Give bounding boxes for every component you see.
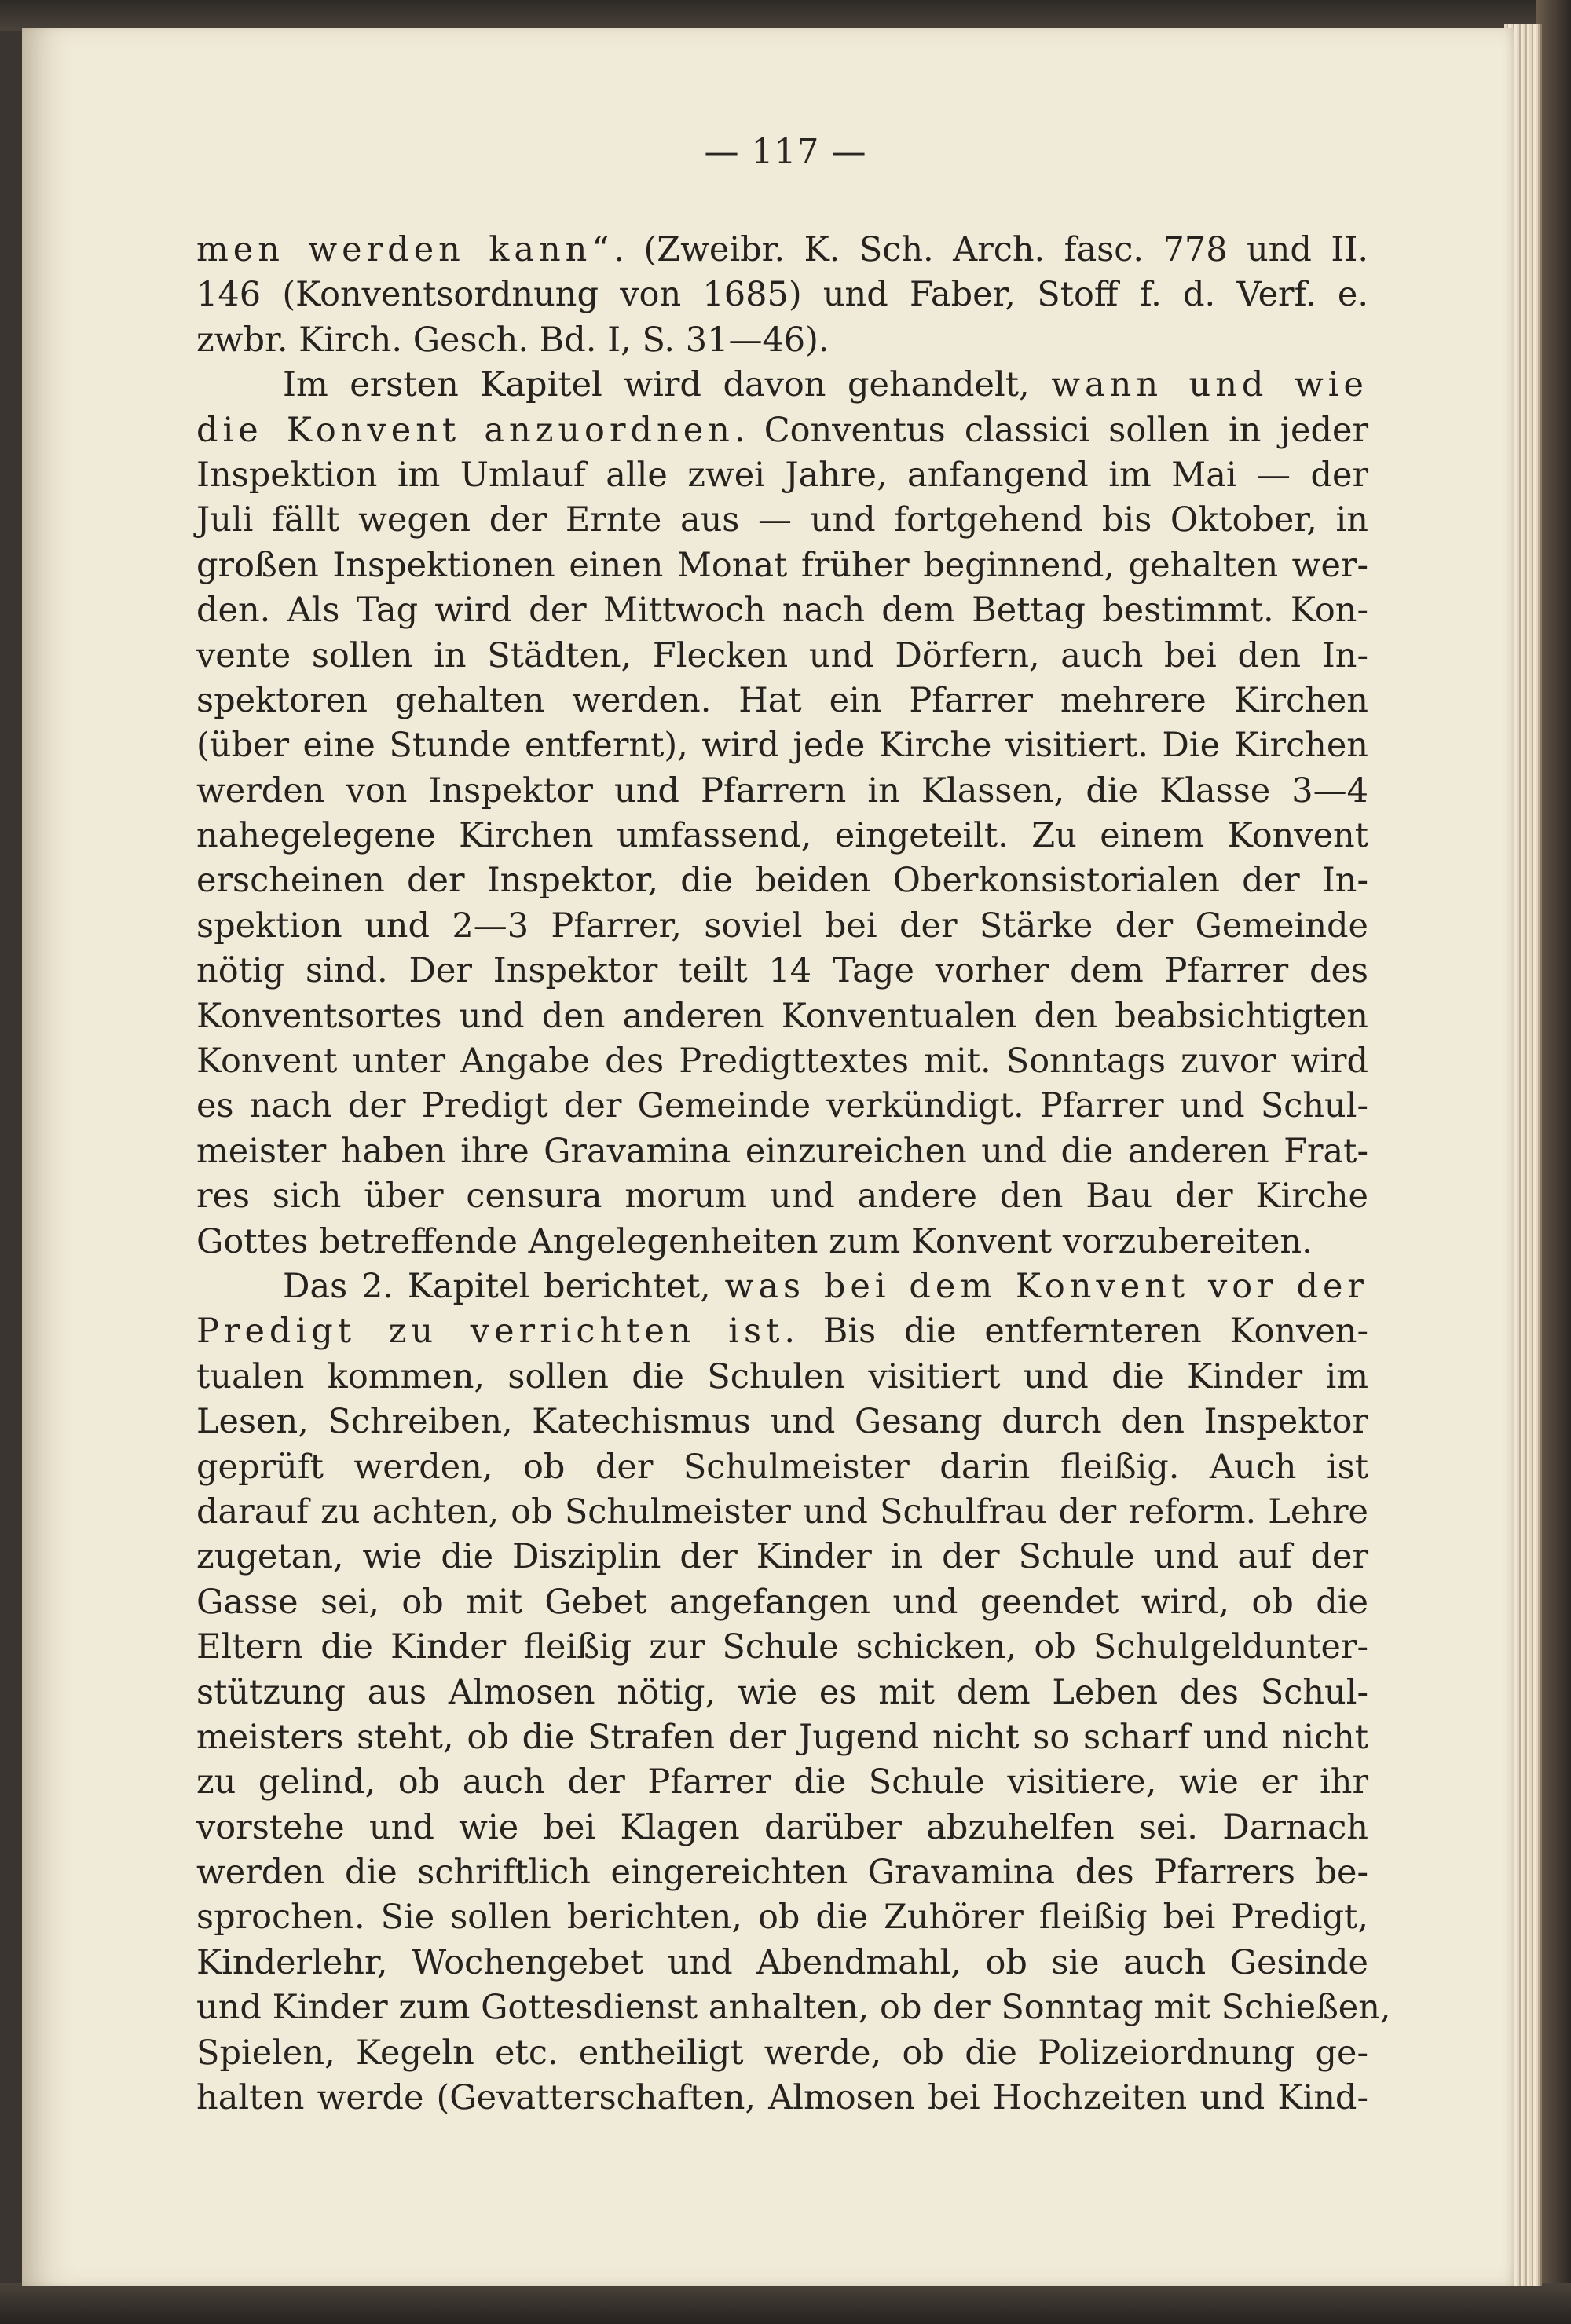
text-segment: Eltern die Kinder fleißig zur Schule schicken, ob Schulgeldunter- [196, 1627, 1368, 1667]
book-cover-top [0, 0, 1571, 31]
text-line [196, 1715, 1368, 1760]
text-line [196, 1941, 1368, 1985]
text-segment: meister haben ihre Gravamina einzureichen und die anderen Frat- [196, 1131, 1368, 1171]
text-segment: spektion und 2—3 Pfarrer, soviel bei der Stärke der Gemeinde [196, 906, 1368, 946]
text-segment: res sich über censura morum und andere den Bau der Kirche [196, 1177, 1368, 1217]
text-line [196, 1490, 1368, 1535]
spaced-emphasis-text: men werden kann“ [196, 230, 614, 269]
text-segment: (über eine Stunde entfernt), wird jede Kirche visitiert. Die Kirchen [196, 726, 1368, 766]
text-line [196, 949, 1368, 994]
text-line [196, 2076, 1368, 2121]
text-line [196, 1400, 1368, 1444]
text-line [196, 1850, 1368, 1895]
text-line [196, 1264, 1368, 1309]
text-segment: . Bis die entfernteren Konven- [784, 1312, 1368, 1352]
text-segment: sprochen. Sie sollen berichten, ob die Zuhörer fleißig bei Predigt, [196, 1898, 1368, 1938]
spaced-emphasis-text: wann und wie [1051, 365, 1368, 405]
text-segment: Kinderlehr, Wochengebet und Abendmahl, ob sie auch Gesinde [196, 1942, 1368, 1982]
text-line [196, 1806, 1368, 1850]
text-line [196, 588, 1368, 633]
text-segment: zugetan, wie die Disziplin der Kinder in der Schule und auf der [196, 1537, 1368, 1577]
text-line [196, 453, 1368, 498]
text-line [196, 273, 1368, 317]
body-text [196, 228, 1391, 2121]
text-line [196, 1039, 1368, 1084]
text-line [196, 1355, 1368, 1400]
text-line [196, 769, 1368, 814]
text-segment: Konventsortes und den anderen Konventualen den beabsichtigten [196, 996, 1368, 1036]
text-line [196, 543, 1368, 588]
text-line [196, 1084, 1368, 1129]
text-line [196, 679, 1368, 723]
text-line [196, 1985, 1391, 2030]
text-line [196, 814, 1368, 858]
text-line [196, 498, 1368, 543]
text-line [196, 904, 1368, 949]
text-segment: den. Als Tag wird der Mittwoch nach dem Bettag bestimmt. Kon- [196, 591, 1368, 631]
text-line [196, 1309, 1368, 1354]
text-segment: Das 2. Kapitel berichtet, [283, 1266, 725, 1306]
text-segment: nahegelegene Kirchen umfassend, eingeteilt. Zu einem Konvent [196, 816, 1368, 856]
text-segment: spektoren gehalten werden. Hat ein Pfarrer mehrere Kirchen [196, 680, 1368, 720]
text-segment: vente sollen in Städten, Flecken und Dörfern, auch bei den In- [196, 635, 1368, 675]
text-line [196, 1129, 1368, 1174]
text-segment: . (Zweibr. K. Sch. Arch. fasc. 778 und II. [613, 230, 1368, 269]
text-line [196, 1671, 1368, 1715]
text-line [196, 2031, 1368, 2076]
text-segment: geprüft werden, ob der Schulmeister darin fleißig. Auch ist [196, 1447, 1368, 1487]
text-segment: Konvent unter Angabe des Predigttextes mit. Sonntags zuvor wird [196, 1041, 1368, 1081]
text-segment: meisters steht, ob die Strafen der Jugend nicht so scharf und nicht [196, 1717, 1368, 1757]
text-segment: Lesen, Schreiben, Katechismus und Gesang durch den Inspektor [196, 1402, 1368, 1442]
text-line [196, 1445, 1368, 1490]
text-segment: Gottes betreffende Angelegenheiten zum Konvent vorzubereiten. [196, 1221, 1313, 1261]
text-line [196, 723, 1368, 768]
text-line [196, 228, 1368, 273]
text-segment: Im ersten Kapitel wird davon gehandelt, [283, 365, 1052, 405]
text-line [196, 1895, 1368, 1940]
text-line [196, 318, 1368, 363]
text-segment: Juli fällt wegen der Ernte aus — und fortgehend bis Oktober, in [196, 500, 1368, 540]
text-segment: darauf zu achten, ob Schulmeister und Schulfrau der reform. Lehre [196, 1491, 1368, 1532]
text-segment: 146 (Konventsordnung von 1685) und Faber, Stoff f. d. Verf. e. [196, 275, 1368, 315]
text-line [196, 858, 1368, 903]
spaced-emphasis-text: was bei dem Konvent vor der [724, 1266, 1368, 1306]
text-segment: stützung aus Almosen nötig, wie es mit dem Leben des Schul- [196, 1672, 1368, 1712]
text-segment: werden die schriftlich eingereichten Gravamina des Pfarrers be- [196, 1853, 1368, 1893]
text-line [196, 1174, 1368, 1219]
text-line [196, 1535, 1368, 1579]
text-line [196, 1580, 1368, 1625]
text-segment: tualen kommen, sollen die Schulen visitiert und die Kinder im [196, 1356, 1368, 1396]
text-segment: halten werde (Gevatterschaften, Almosen bei Hochzeiten und Kind- [196, 2078, 1368, 2118]
text-segment: Spielen, Kegeln etc. entheiligt werde, ob die Polizeiordnung ge- [196, 2033, 1368, 2073]
spaced-emphasis-text: die Konvent anzuordnen [196, 410, 734, 450]
text-line [196, 1220, 1368, 1264]
spaced-emphasis-text: Predigt zu verrichten ist [196, 1312, 785, 1352]
text-segment: werden von Inspektor und Pfarrern in Klassen, die Klasse 3—4 [196, 770, 1368, 811]
text-line [196, 1625, 1368, 1670]
text-segment: großen Inspektionen einen Monat früher beginnend, gehalten wer- [196, 545, 1368, 585]
text-line [196, 634, 1368, 679]
text-segment: es nach der Predigt der Gemeinde verkündigt. Pfarrer und Schul- [196, 1086, 1368, 1126]
text-line [196, 1760, 1368, 1805]
text-segment: zwbr. Kirch. Gesch. Bd. I, S. 31—46). [196, 320, 829, 360]
text-line [196, 994, 1368, 1039]
text-line [196, 408, 1368, 453]
text-segment: und Kinder zum Gottesdienst anhalten, ob der Sonntag mit Schießen, [196, 1988, 1391, 2028]
text-segment: nötig sind. Der Inspektor teilt 14 Tage vorher dem Pfarrer des [196, 951, 1368, 991]
text-line [196, 363, 1368, 408]
page-number: — 117 — [704, 132, 867, 172]
text-segment: Gasse sei, ob mit Gebet angefangen und geendet wird, ob die [196, 1582, 1368, 1622]
text-segment: Inspektion im Umlauf alle zwei Jahre, anfangend im Mai — der [196, 455, 1368, 495]
text-segment: zu gelind, ob auch der Pfarrer die Schule visitiere, wie er ihr [196, 1762, 1368, 1802]
book-cover-bottom [0, 2283, 1571, 2324]
text-segment: vorstehe und wie bei Klagen darüber abzuhelfen sei. Darnach [196, 1807, 1368, 1847]
text-segment: . Conventus classici sollen in jeder [734, 410, 1368, 450]
text-segment: erscheinen der Inspektor, die beiden Oberkonsistorialen der In- [196, 861, 1368, 901]
